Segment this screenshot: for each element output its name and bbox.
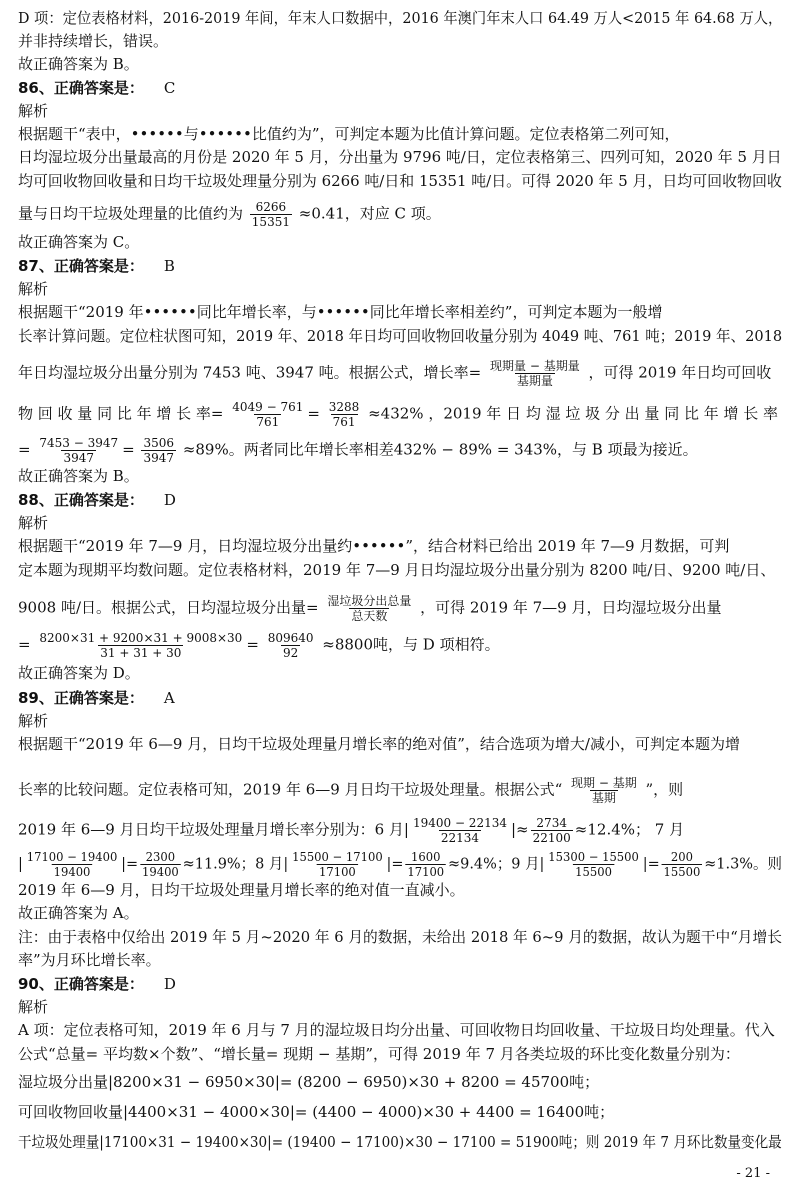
text-line: 日均湿垃圾分出量最高的月份是 2020 年 5 月，分出量为 9796 吨/日，定位表格第三、四列可知，2020 年 5 月日	[18, 148, 782, 166]
answer-87: B	[163, 257, 175, 275]
text-line: 根据题干“表中，••••••与••••••比值约为”，可判定本题为比值计算问题。定位表格第二列可知，	[18, 125, 680, 143]
answer-89: A	[163, 689, 175, 707]
page-number: - 21 -	[736, 1166, 770, 1181]
text-line: 故正确答案为 C。	[18, 233, 140, 251]
text-line: 年日均湿垃圾分出量分别为 7453 吨、3947 吨。根据公式，增长率= $\frac{\text{现期量 − 基期量}}{\text{基期量}}$ ，可得 2019 年日均可回收	[18, 359, 772, 388]
text-line: 均可回收物回收量和日均干垃圾处理量分别为 6266 吨/日和 15351 吨/日。可得 2020 年 5 月，日均可回收物回收	[18, 172, 782, 190]
text-line: 湿垃圾分出量|8200×31 − 6950×30|= (8200 − 6950)×30 + 8200 = 45700吨；	[18, 1073, 600, 1091]
text-line: 故正确答案为 D。	[18, 664, 140, 682]
fraction: $\frac{15500 - 17100}{17100}$	[292, 850, 383, 879]
text-line: = $\frac{7453 - 3947}{3947}$ = $\frac{3506}{3947}$ ≈89%。两者同比年增长率相差432% − 89% = 343%，与 B 项最为接近。	[18, 436, 698, 465]
text-line: 故正确答案为 B。	[18, 55, 139, 73]
question-86-header: 86、正确答案是： C	[18, 79, 176, 97]
analysis-label: 解析	[18, 514, 49, 532]
fraction: $\frac{200}{15500}$	[663, 850, 701, 879]
fraction: $\frac{4049 - 761}{761}$	[232, 400, 304, 429]
text-line: 故正确答案为 B。	[18, 467, 139, 485]
text-line: 定本题为现期平均数问题。定位表格材料，2019 年 7—9 月日均湿垃圾分出量分别为 8200 吨/日、9200 吨/日、	[18, 561, 776, 579]
fraction: $\frac{2734}{22100}$	[532, 816, 571, 845]
question-90-header: 90、正确答案是： D	[18, 975, 176, 993]
text-line: 长率计算问题。定位柱状图可知，2019 年、2018 年日均可回收物回收量分别为 4049 吨、761 吨；2019 年、2018	[18, 327, 783, 345]
text-line: 9008 吨/日。根据公式，日均湿垃圾分出量= $\frac{\text{湿垃圾分出总量}}{\text{总天数}}$ ，可得 2019 年 7—9 月，日均湿垃圾分出量	[18, 594, 722, 623]
answer-86: C	[163, 79, 176, 97]
answer-90: D	[163, 975, 176, 993]
question-88-header: 88、正确答案是： D	[18, 491, 176, 509]
answer-88: D	[163, 491, 176, 509]
analysis-label: 解析	[18, 280, 49, 298]
formula-fraction: $\frac{\text{现期 − 基期}}{\text{基期}}$	[571, 776, 637, 805]
fraction: $\frac{7453 - 3947}{3947}$	[39, 436, 119, 465]
analysis-label: 解析	[18, 102, 49, 120]
text-line: 长率的比较问题。定位表格可知，2019 年 6—9 月日均干垃圾处理量。根据公式“ $\frac{\text{现期 − 基期}}{\text{基期}}$ ”，则	[18, 776, 684, 805]
text-line: 公式“总量= 平均数×个数”、“增长量= 现期 − 基期”，可得 2019 年 7 月各类垃圾的环比变化数量分别为：	[18, 1045, 740, 1063]
fraction: $\frac{3506}{3947}$	[143, 436, 175, 465]
note-line: 注：由于表格中仅给出 2019 年 5 月~2020 年 6 月的数据，未给出 2018 年 6~9 月的数据，故认为题干中“月增长	[18, 928, 782, 946]
note-line: 率”为月环比增长率。	[18, 951, 161, 969]
formula-fraction: $\frac{\text{现期量 − 基期量}}{\text{基期量}}$	[490, 359, 580, 388]
text-line: 根据题干“2019 年 7—9 月，日均湿垃圾分出量约••••••”，结合材料已给出 2019 年 7—9 月数据，可判	[18, 537, 730, 555]
text-line: 2019 年 6—9 月，日均干垃圾处理量月增长率的绝对值一直减小。	[18, 881, 465, 899]
fraction: $\frac{19400 - 22134}{22134}$	[412, 816, 507, 845]
text-line: | $\frac{17100 - 19400}{19400}$ |= $\frac{2300}{19400}$ ≈11.9%；8 月| $\frac{15500 - 17100}{17100}$ |= $\frac{1600}{17100}$ ≈9.4%；9 月| $\frac{15300 - 15500}{15500}$ |= $\frac{200}{15500}$ ≈1.3%。则	[18, 850, 782, 879]
analysis-label: 解析	[18, 998, 49, 1016]
fraction: $\frac{2300}{19400}$	[142, 850, 179, 879]
text-line: 2019 年 6—9 月日均干垃圾处理量月增长率分别为：6 月| $\frac{19400 - 22134}{22134}$ |≈ $\frac{2734}{22100}$ ≈12.4%； 7 月	[18, 816, 685, 845]
text-line: 根据题干“2019 年••••••同比年增长率，与••••••同比年增长率相差约”，可判定本题为一般增	[18, 303, 663, 321]
text-line: 物 回 收 量 同 比 年 增 长 率= $\frac{4049 - 761}{761}$ = $\frac{3288}{761}$ ≈432% ，2019 年 日 均 湿 垃 圾 分 出 量 同 比 年 增 长 率	[18, 400, 779, 429]
question-89-header: 89、正确答案是： A	[18, 689, 175, 707]
analysis-label: 解析	[18, 712, 49, 730]
text-line: = $\frac{8200\times 31 + 9200\times 31 + 9008\times 30}{31 + 31 + 30}$ = $\frac{809640}{92}$ ≈8800吨，与 D 项相符。	[18, 631, 500, 660]
fraction: $\frac{809640}{92}$	[267, 631, 314, 660]
fraction: $\frac{1600}{17100}$	[407, 850, 445, 879]
fraction: $\frac{17100 - 19400}{19400}$	[26, 850, 118, 879]
formula-fraction: $\frac{\text{湿垃圾分出总量}}{\text{总天数}}$	[327, 594, 412, 623]
text-line: 故正确答案为 A。	[18, 904, 139, 922]
text-line: 根据题干“2019 年 6—9 月，日均干垃圾处理量月增长率的绝对值”，结合选项为增大/减小，可判定本题为增	[18, 735, 740, 753]
question-87-header: 87、正确答案是： B	[18, 257, 175, 275]
text-line: 并非持续增长，错误。	[18, 32, 169, 50]
fraction: $\frac{15300 - 15500}{15500}$	[548, 850, 639, 879]
text-line: A 项：定位表格可知，2019 年 6 月与 7 月的湿垃圾日均分出量、可回收物日均回收量、干垃圾日均处理量。代入	[18, 1021, 775, 1039]
fraction: $\frac{6266}{15351}$	[251, 200, 290, 229]
text-line: 量与日均干垃圾处理量的比值约为 $\frac{6266}{15351}$ ≈0.41，对应 C 项。	[18, 200, 441, 229]
fraction: $\frac{8200\times 31 + 9200\times 31 + 9008\times 30}{31 + 31 + 30}$	[39, 631, 243, 660]
text-line: D 项：定位表格材料，2016-2019 年间，年末人口数据中，2016 年澳门年末人口 64.49 万人<2015 年 64.68 万人，	[18, 9, 783, 27]
text-line: 干垃圾处理量|17100×31 − 19400×30|= (19400 − 17100)×30 − 17100 = 51900吨；则 2019 年 7 月环比数量变化最	[18, 1133, 782, 1151]
fraction: $\frac{3288}{761}$	[328, 400, 360, 429]
text-line: 可回收物回收量|4400×31 − 4000×30|= (4400 − 4000)×30 + 4400 = 16400吨；	[18, 1103, 615, 1121]
